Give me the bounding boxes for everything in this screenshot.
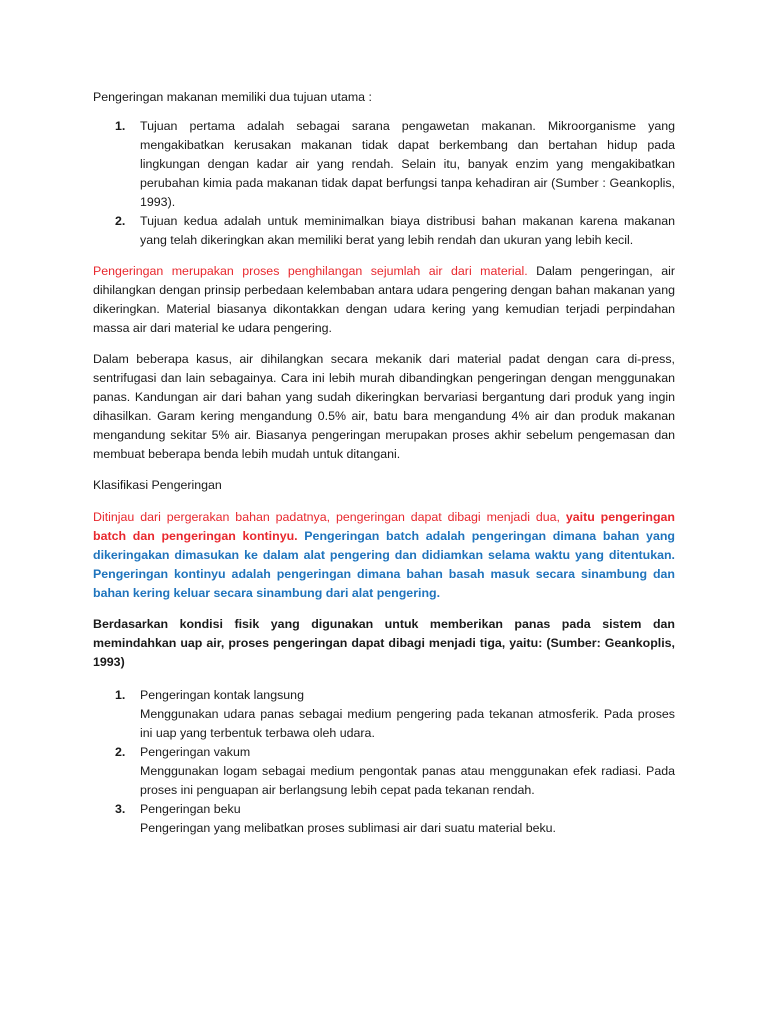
classification-intro: Ditinjau dari pergerakan bahan padatnya, pengeringan dapat dibagi menjadi dua, [93, 510, 566, 524]
list-item-text: Tujuan pertama adalah sebagai sarana pengawetan makanan. Mikroorganisme yang mengakibatkan kerusakan makanan tidak dapat berkembang dan bertahan hidup pada lingkungan dengan kadar air yang rendah. Selain itu, banyak enzim yang mengakibatkan perubahan kimia pada makanan tidak dapat berfungsi tanpa kehadiran air (Sumber : Geankoplis, 1993). [140, 119, 675, 209]
highlighted-definition: Pengeringan merupakan proses penghilangan sejumlah air dari material. [93, 264, 528, 278]
paragraph-definition [93, 262, 675, 338]
list-item [93, 117, 675, 212]
list-item [93, 743, 675, 800]
drying-type-list [93, 686, 675, 838]
classification-types: yaitu pengeringan batch dan pengeringan kontinyu. [93, 510, 675, 543]
list-item-title: Pengeringan beku [140, 802, 241, 816]
list-item [93, 212, 675, 250]
list-number: 3. [115, 802, 126, 816]
definition-detail: Dalam pengeringan, air dihilangkan dengan prinsip perbedaan kelembaban antara udara pengering dengan bahan makanan yang dikeringkan. Material biasanya dikontakkan dengan udara kering yang kemudian terjadi perpindahan massa air dari material ke udara pengering. [93, 264, 675, 335]
paragraph-classification [93, 508, 675, 603]
purpose-list [93, 117, 675, 250]
paragraph-mechanical: Dalam beberapa kasus, air dihilangkan secara mekanik dari material padat dengan cara di-press, sentrifugasi dan lain sebagainya. Cara ini lebih murah dibandingkan pengeringan dengan menggunakan panas. Kandungan air dari bahan yang sudah dikeringkan bervariasi bergantung dari produk yang ingin dihasilkan. Garam kering mengandung 0.5% air, batu bara mengandung 4% air dan produk makanan mengandung sekitar 5% air. Biasanya pengeringan merupakan proses akhir sebelum pengemasan dan membuat beberapa benda lebih mudah untuk ditangani. [93, 352, 675, 461]
list-number: 1. [115, 119, 126, 133]
list-item-desc: Menggunakan udara panas sebagai medium pengering pada tekanan atmosferik. Pada proses ini uap yang terbentuk terbawa oleh udara. [140, 707, 675, 740]
list-item-text: Tujuan kedua adalah untuk meminimalkan biaya distribusi bahan makanan karena makanan yang telah dikeringkan akan memiliki berat yang lebih rendah dan ukuran yang lebih kecil. [140, 214, 675, 247]
classification-definitions: Pengeringan batch adalah pengeringan dimana bahan yang dikeringakan dimasukan ke dalam alat pengering dan didiamkan selama waktu yang ditentukan. Pengeringan kontinyu adalah pengeringan dimana bahan basah masuk secara sinambung dan bahan kering keluar secara sinambung dari alat pengering. [93, 529, 675, 600]
list-item-desc: Pengeringan yang melibatkan proses sublimasi air dari suatu material beku. [140, 821, 556, 835]
list-number: 2. [115, 214, 126, 228]
intro-text: Pengeringan makanan memiliki dua tujuan utama : [93, 90, 372, 104]
paragraph-physical-conditions: Berdasarkan kondisi fisik yang digunakan untuk memberikan panas pada sistem dan memindahkan uap air, proses pengeringan dapat dibagi menjadi tiga, yaitu: (Sumber: Geankoplis, 1993) [93, 617, 675, 669]
list-number: 2. [115, 745, 126, 759]
list-item-desc: Menggunakan logam sebagai medium pengontak panas atau menggunakan efek radiasi. Pada proses ini penguapan air berlangsung lebih cepat pada tekanan rendah. [140, 764, 675, 797]
list-item [93, 800, 675, 838]
section-heading: Klasifikasi Pengeringan [93, 478, 222, 492]
list-number: 1. [115, 688, 126, 702]
list-item-title: Pengeringan kontak langsung [140, 688, 304, 702]
list-item-title: Pengeringan vakum [140, 745, 251, 759]
list-item [93, 686, 675, 743]
